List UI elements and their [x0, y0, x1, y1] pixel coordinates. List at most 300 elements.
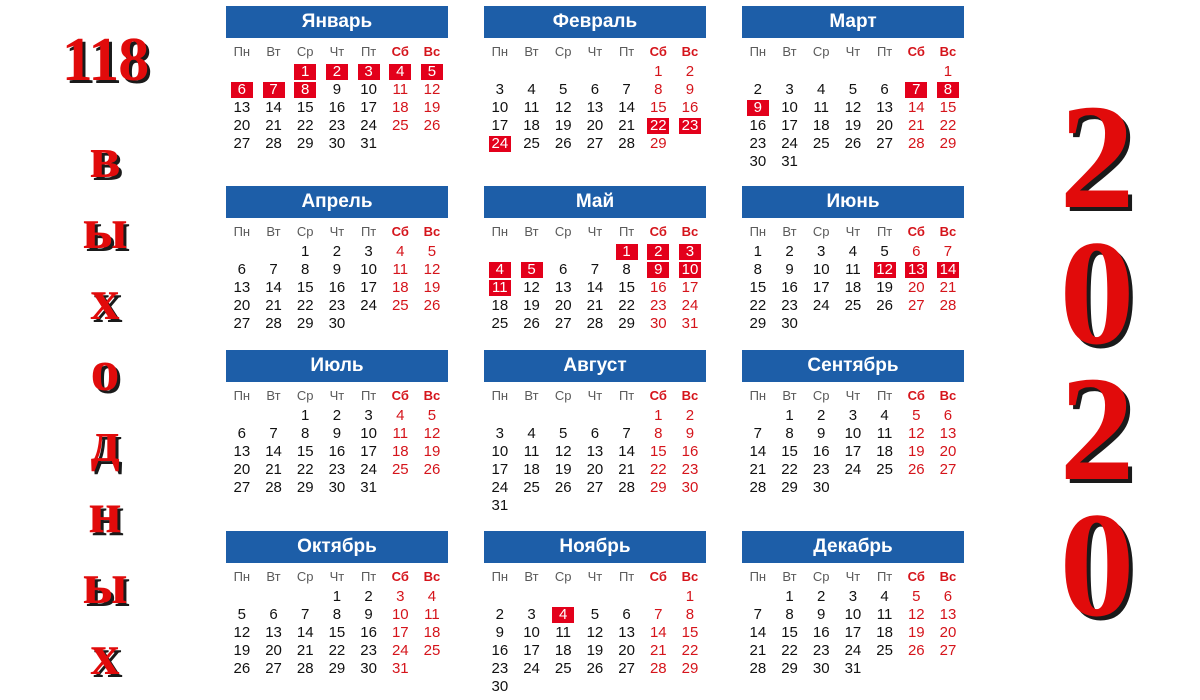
empty-cell: [611, 407, 643, 425]
empty-cell: [869, 63, 901, 81]
weekday-label: Ср: [554, 388, 572, 403]
weekday-label: Вс: [423, 224, 441, 239]
day-cell: 20: [618, 642, 635, 659]
day-cell: 21: [939, 279, 957, 296]
day-cell: 30: [781, 315, 798, 332]
weekday-label: Сб: [649, 388, 667, 403]
holiday-word-letter: ы: [82, 196, 128, 261]
day-cell: 29: [781, 660, 798, 677]
day-cell: 11: [555, 624, 571, 641]
day-cell: 23: [812, 461, 830, 478]
day-cell: 7: [590, 261, 600, 278]
holiday-word-letter: х: [90, 622, 120, 687]
day-cell: 15: [649, 99, 667, 116]
weekday-label: Ср: [554, 224, 572, 239]
day-cell: 17: [391, 624, 409, 641]
day-cell: 17: [491, 117, 509, 134]
holiday-day: 22: [642, 117, 674, 135]
day-cell: 21: [618, 461, 635, 478]
day-cell: 13: [939, 606, 957, 623]
day-cell: 4: [880, 588, 889, 605]
weekday-row: [484, 566, 706, 588]
day-cell: 29: [296, 315, 314, 332]
day-cell: 11: [392, 81, 409, 98]
day-cell: 19: [423, 279, 441, 296]
day-cell: 9: [332, 261, 342, 278]
day-cell: 10: [812, 261, 830, 278]
day-cell: 3: [848, 588, 858, 605]
day-cell: 1: [654, 63, 663, 80]
day-cell: 6: [880, 81, 889, 98]
empty-cell: [547, 63, 579, 81]
day-cell: 23: [491, 660, 509, 677]
day-cell: 20: [939, 624, 957, 641]
day-cell: 7: [943, 243, 953, 260]
month-6: [742, 186, 964, 333]
day-cell: 21: [749, 461, 767, 478]
month-2: [484, 6, 706, 153]
holiday-day: 8: [932, 81, 964, 99]
empty-cell: [547, 407, 579, 425]
holiday-day: 13: [900, 261, 932, 279]
day-cell: 2: [332, 407, 342, 424]
month-title: Сентябрь: [742, 350, 964, 382]
day-cell: 16: [812, 443, 830, 460]
day-cell: 21: [296, 642, 314, 659]
holiday-word-letter: в: [89, 125, 121, 190]
day-cell: 13: [233, 443, 251, 460]
weekday-row: [484, 41, 706, 63]
day-cell: 20: [233, 297, 251, 314]
day-cell: 25: [844, 297, 862, 314]
day-cell: 31: [781, 153, 798, 170]
weekday-label: Чт: [329, 388, 345, 403]
day-cell: 28: [618, 135, 635, 152]
weekday-label: Пт: [876, 224, 893, 239]
day-cell: 27: [586, 135, 604, 152]
day-cell: 15: [781, 624, 798, 641]
day-cell: 1: [753, 243, 763, 260]
day-cell: 14: [649, 624, 667, 641]
day-cell: 24: [523, 660, 540, 677]
day-cell: 28: [265, 135, 282, 152]
day-cell: 27: [233, 315, 251, 332]
day-grid: [742, 243, 964, 333]
day-cell: 18: [844, 279, 862, 296]
weekday-label: Пн: [491, 224, 509, 239]
day-cell: 8: [785, 606, 794, 623]
day-cell: 16: [781, 279, 798, 296]
day-cell: 8: [753, 261, 763, 278]
holiday-day: 11: [484, 279, 516, 297]
holiday-day: 1: [611, 243, 643, 261]
holiday-day: 2: [642, 243, 674, 261]
day-cell: 29: [649, 479, 667, 496]
year-digit: 2: [1059, 346, 1135, 512]
day-cell: 5: [427, 243, 437, 260]
empty-cell: [258, 243, 290, 261]
day-cell: 9: [785, 261, 794, 278]
month-title: Май: [484, 186, 706, 218]
day-cell: 22: [328, 642, 346, 659]
day-cell: 27: [554, 315, 572, 332]
day-cell: 6: [912, 243, 921, 260]
day-grid: [484, 407, 706, 515]
weekday-label: Вс: [681, 44, 699, 59]
day-cell: 25: [523, 479, 540, 496]
day-cell: 14: [296, 624, 314, 641]
weekday-label: Сб: [391, 224, 409, 239]
day-cell: 14: [907, 99, 925, 116]
day-cell: 7: [753, 425, 763, 442]
day-cell: 23: [360, 642, 377, 659]
day-cell: 19: [907, 443, 925, 460]
holiday-day: 4: [484, 261, 516, 279]
weekday-label: Сб: [907, 388, 925, 403]
day-cell: 28: [618, 479, 635, 496]
weekday-row: [742, 566, 964, 588]
day-cell: 3: [364, 243, 373, 260]
day-cell: 1: [654, 407, 663, 424]
day-cell: 19: [423, 99, 441, 116]
day-cell: 22: [618, 297, 635, 314]
day-cell: 20: [554, 297, 572, 314]
holiday-day: 7: [900, 81, 932, 99]
day-cell: 4: [848, 243, 858, 260]
weekday-label: Вт: [266, 388, 281, 403]
weekday-label: Ср: [812, 388, 830, 403]
day-cell: 1: [785, 588, 794, 605]
day-cell: 28: [649, 660, 667, 677]
empty-cell: [611, 588, 643, 606]
holiday-day: 1: [289, 63, 321, 81]
day-cell: 7: [301, 606, 310, 623]
day-cell: 24: [844, 461, 862, 478]
day-cell: 6: [943, 588, 953, 605]
day-cell: 4: [527, 81, 536, 98]
weekday-label: Сб: [649, 569, 667, 584]
day-cell: 25: [523, 135, 540, 152]
day-cell: 31: [391, 660, 409, 677]
holiday-day: 12: [869, 261, 901, 279]
day-cell: 26: [586, 660, 604, 677]
day-cell: 27: [939, 461, 957, 478]
month-title: Октябрь: [226, 531, 448, 563]
day-cell: 10: [844, 425, 862, 442]
day-cell: 24: [360, 297, 377, 314]
day-cell: 20: [876, 117, 893, 134]
month-title: Июль: [226, 350, 448, 382]
day-cell: 26: [876, 297, 893, 314]
day-grid: [484, 63, 706, 153]
day-cell: 7: [269, 425, 278, 442]
weekday-label: Пт: [618, 44, 635, 59]
day-cell: 22: [296, 117, 314, 134]
weekday-label: Вт: [266, 224, 281, 239]
day-cell: 13: [586, 443, 604, 460]
day-cell: 23: [781, 297, 798, 314]
day-cell: 5: [559, 425, 568, 442]
day-cell: 8: [301, 261, 310, 278]
empty-cell: [547, 588, 579, 606]
day-cell: 2: [685, 63, 695, 80]
day-cell: 13: [618, 624, 635, 641]
day-cell: 12: [907, 606, 925, 623]
day-cell: 8: [785, 425, 794, 442]
empty-cell: [289, 588, 321, 606]
day-cell: 11: [813, 99, 829, 116]
day-cell: 12: [233, 624, 251, 641]
day-cell: 14: [265, 279, 282, 296]
empty-cell: [516, 63, 548, 81]
holiday-word-letter: х: [90, 267, 120, 332]
day-cell: 18: [554, 642, 572, 659]
day-cell: 25: [554, 660, 572, 677]
empty-cell: [484, 63, 516, 81]
weekday-label: Пн: [749, 224, 767, 239]
day-cell: 17: [360, 443, 377, 460]
day-cell: 31: [844, 660, 862, 677]
holiday-day: 9: [642, 261, 674, 279]
day-cell: 12: [523, 279, 540, 296]
year-digit: 2: [1059, 74, 1135, 240]
day-cell: 29: [328, 660, 346, 677]
weekday-label: Чт: [587, 224, 603, 239]
empty-cell: [484, 588, 516, 606]
empty-cell: [579, 243, 611, 261]
day-cell: 15: [296, 99, 314, 116]
day-cell: 30: [812, 479, 830, 496]
holiday-day: 5: [516, 261, 548, 279]
holiday-word-letter: н: [88, 480, 122, 545]
day-cell: 3: [364, 407, 373, 424]
empty-cell: [226, 588, 258, 606]
day-cell: 21: [749, 642, 767, 659]
holiday-day: 2: [321, 63, 353, 81]
day-cell: 4: [880, 407, 889, 424]
month-title: Ноябрь: [484, 531, 706, 563]
day-cell: 16: [812, 624, 830, 641]
empty-cell: [837, 63, 869, 81]
day-cell: 18: [876, 624, 893, 641]
day-cell: 1: [301, 407, 310, 424]
day-cell: 30: [360, 660, 377, 677]
weekday-label: Сб: [649, 44, 667, 59]
day-cell: 13: [233, 99, 251, 116]
weekday-row: [484, 385, 706, 407]
empty-cell: [611, 63, 643, 81]
day-cell: 14: [618, 99, 635, 116]
weekday-row: [226, 385, 448, 407]
day-cell: 18: [876, 443, 893, 460]
day-cell: 9: [817, 606, 826, 623]
month-4: [226, 186, 448, 333]
day-cell: 14: [749, 624, 767, 641]
day-cell: 25: [876, 461, 893, 478]
day-cell: 28: [265, 315, 282, 332]
holiday-day: 4: [384, 63, 416, 81]
weekday-label: Ср: [296, 388, 314, 403]
day-cell: 12: [907, 425, 925, 442]
day-cell: 30: [749, 153, 767, 170]
day-cell: 8: [301, 425, 310, 442]
day-cell: 18: [523, 461, 540, 478]
weekday-label: Чт: [845, 224, 861, 239]
day-cell: 22: [681, 642, 699, 659]
weekday-label: Вт: [524, 44, 539, 59]
day-cell: 16: [328, 99, 346, 116]
day-cell: 12: [554, 99, 572, 116]
day-cell: 11: [392, 425, 409, 442]
empty-cell: [547, 243, 579, 261]
day-cell: 6: [237, 425, 247, 442]
year-digit: 0: [1059, 482, 1135, 648]
empty-cell: [516, 588, 548, 606]
day-cell: 22: [781, 642, 798, 659]
day-cell: 10: [844, 606, 862, 623]
weekday-label: Чт: [587, 569, 603, 584]
day-cell: 24: [360, 117, 377, 134]
day-cell: 18: [491, 297, 509, 314]
day-cell: 1: [301, 243, 310, 260]
weekday-label: Пн: [491, 44, 509, 59]
month-title: Декабрь: [742, 531, 964, 563]
day-cell: 17: [812, 279, 830, 296]
day-cell: 22: [649, 461, 667, 478]
weekday-label: Чт: [845, 388, 861, 403]
day-cell: 26: [423, 297, 441, 314]
weekday-label: Вс: [681, 388, 699, 403]
day-cell: 27: [618, 660, 635, 677]
month-12: [742, 531, 964, 678]
day-cell: 15: [939, 99, 957, 116]
day-cell: 8: [332, 606, 342, 623]
holiday-word-letter: ы: [82, 551, 128, 616]
empty-cell: [258, 588, 290, 606]
day-cell: 9: [495, 624, 505, 641]
day-cell: 15: [328, 624, 346, 641]
month-7: [226, 350, 448, 497]
day-cell: 16: [681, 99, 699, 116]
day-cell: 12: [423, 425, 441, 442]
month-9: [742, 350, 964, 497]
day-cell: 22: [749, 297, 767, 314]
day-cell: 13: [939, 425, 957, 442]
day-cell: 24: [844, 642, 862, 659]
day-cell: 17: [360, 279, 377, 296]
weekday-row: [226, 41, 448, 63]
day-cell: 6: [943, 407, 953, 424]
day-cell: 5: [237, 606, 247, 623]
month-10: [226, 531, 448, 678]
day-cell: 16: [681, 443, 699, 460]
weekday-label: Вт: [266, 44, 281, 59]
weekday-label: Сб: [391, 44, 409, 59]
day-cell: 23: [328, 297, 346, 314]
day-grid: [742, 588, 964, 678]
day-cell: 22: [781, 461, 798, 478]
day-grid: [226, 243, 448, 333]
day-cell: 30: [812, 660, 830, 677]
day-cell: 3: [527, 606, 536, 623]
day-cell: 25: [876, 642, 893, 659]
day-cell: 25: [812, 135, 830, 152]
day-cell: 16: [749, 117, 767, 134]
day-cell: 12: [423, 261, 441, 278]
day-cell: 20: [233, 461, 251, 478]
weekday-row: [226, 221, 448, 243]
weekday-label: Пн: [749, 388, 767, 403]
day-cell: 15: [618, 279, 635, 296]
month-title: Июнь: [742, 186, 964, 218]
empty-cell: [642, 588, 674, 606]
day-cell: 2: [785, 243, 794, 260]
day-cell: 27: [586, 479, 604, 496]
day-cell: 9: [685, 425, 695, 442]
day-cell: 28: [907, 135, 925, 152]
weekday-label: Пт: [360, 569, 377, 584]
day-cell: 19: [844, 117, 862, 134]
day-cell: 20: [586, 461, 604, 478]
day-cell: 19: [554, 461, 572, 478]
day-cell: 30: [491, 678, 509, 695]
weekday-label: Вт: [782, 569, 797, 584]
day-cell: 20: [265, 642, 282, 659]
day-cell: 14: [749, 443, 767, 460]
day-cell: 17: [523, 642, 540, 659]
day-cell: 16: [328, 279, 346, 296]
empty-cell: [900, 63, 932, 81]
day-cell: 6: [269, 606, 278, 623]
day-cell: 7: [622, 425, 631, 442]
day-cell: 23: [812, 642, 830, 659]
day-cell: 31: [360, 135, 377, 152]
month-title: Февраль: [484, 6, 706, 38]
day-cell: 30: [328, 315, 346, 332]
day-cell: 29: [939, 135, 957, 152]
weekday-label: Чт: [329, 569, 345, 584]
day-cell: 20: [233, 117, 251, 134]
day-cell: 30: [328, 479, 346, 496]
weekday-label: Вс: [681, 224, 699, 239]
month-1: [226, 6, 448, 153]
weekday-row: [484, 221, 706, 243]
day-cell: 29: [296, 135, 314, 152]
day-cell: 16: [328, 443, 346, 460]
month-5: [484, 186, 706, 333]
empty-cell: [579, 63, 611, 81]
day-cell: 26: [233, 660, 251, 677]
year-digit: 0: [1059, 210, 1135, 376]
day-cell: 6: [622, 606, 631, 623]
weekday-label: Вс: [939, 224, 957, 239]
day-cell: 11: [392, 261, 409, 278]
day-cell: 3: [495, 425, 505, 442]
empty-cell: [258, 63, 290, 81]
day-cell: 23: [749, 135, 767, 152]
day-cell: 4: [396, 407, 405, 424]
day-cell: 11: [876, 425, 893, 442]
day-cell: 19: [233, 642, 251, 659]
day-grid: [484, 588, 706, 696]
day-cell: 15: [649, 443, 667, 460]
day-cell: 24: [360, 461, 377, 478]
day-cell: 20: [939, 443, 957, 460]
weekday-label: Ср: [812, 44, 830, 59]
day-cell: 25: [391, 297, 409, 314]
weekday-label: Сб: [649, 224, 667, 239]
day-cell: 26: [907, 642, 925, 659]
